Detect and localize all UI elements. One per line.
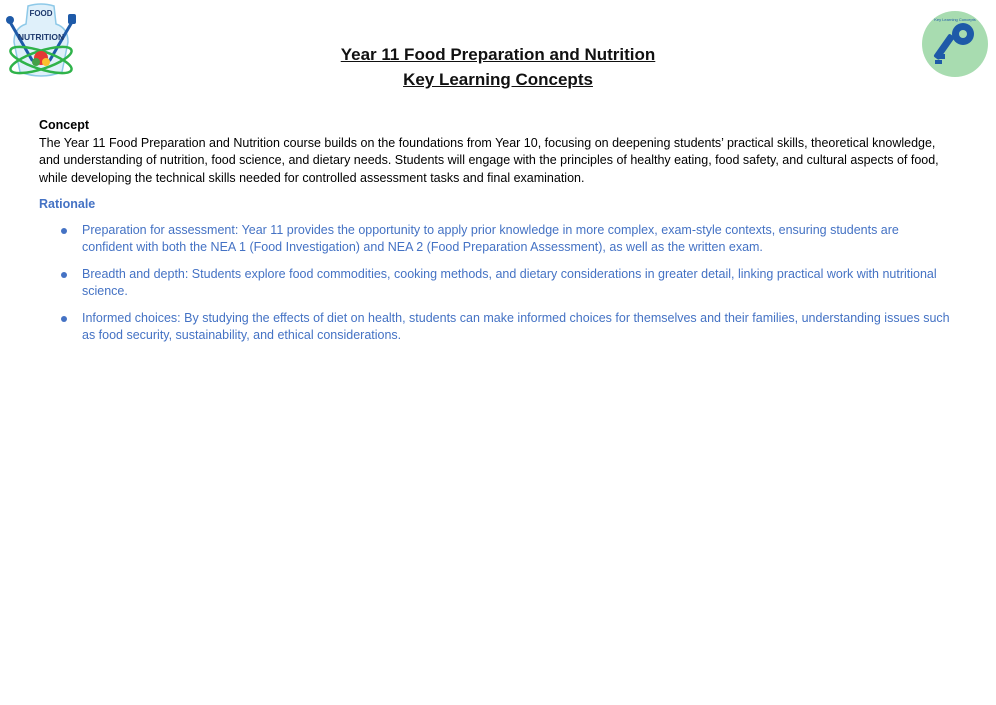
rationale-item [39,266,951,301]
rationale-heading: Rationale [39,197,96,211]
rationale-item-text: Preparation for assessment: Year 11 provides the opportunity to apply prior knowledge in more complex, exam-style contexts, ensuring students are confident with both the NEA 1 (Food Investigation) and NEA 2 (Food Preparation Assessment), as well as the written exam. [82,222,899,254]
rationale-list [39,222,951,345]
main-content [39,117,951,354]
concept-heading: Concept [39,118,89,132]
logo-text-top: FOOD [29,9,53,18]
rationale-item [39,310,951,345]
title-line-1: Year 11 Food Preparation and Nutrition [340,45,656,64]
rationale-item-text: Breadth and depth: Students explore food commodities, cooking methods, and dietary considerations in greater detail, linking practical work with nutritional science. [82,266,937,298]
key-learning-badge [920,10,990,78]
page-title [0,42,996,92]
key-learning-badge-icon [920,10,990,78]
logo-text-bottom: NUTRITION [17,32,65,42]
badge-text: Key Learning Concepts [934,17,976,22]
rationale-item-text: Informed choices: By studying the effects of diet on health, students can make informed choices for themselves and their families, understanding issues such as food security, sustainability, and ethical considerations. [82,310,950,342]
title-line-2: Key Learning Concepts [403,70,593,89]
bullet-icon [61,316,67,322]
concept-body: The Year 11 Food Preparation and Nutrition course builds on the foundations from Year 10, focusing on deepening students’ practical skills, theoretical knowledge, and understanding of nutrition, food science, and dietary needs. Students will engage with the principles of healthy eating, food safety, and cultural aspects of food, while developing the technical skills needed for controlled assessment tasks and final examination. [39,135,939,185]
bullet-icon [61,228,67,234]
bullet-icon [61,272,67,278]
rationale-item [39,222,951,257]
